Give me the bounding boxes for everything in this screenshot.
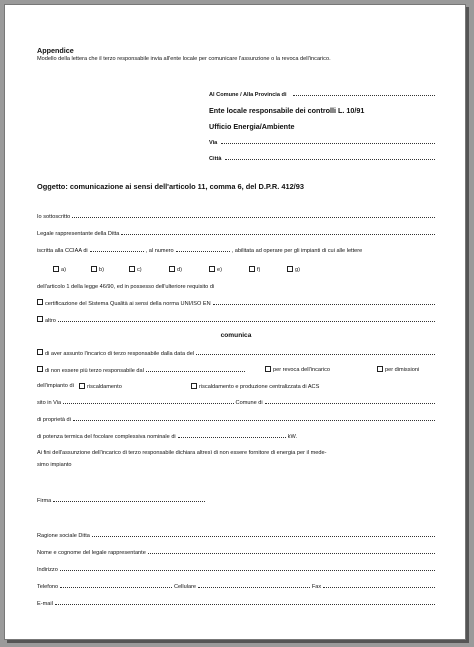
address-via[interactable]: [209, 139, 437, 147]
checkbox-g[interactable]: [287, 266, 293, 272]
field-nome[interactable]: [37, 549, 437, 557]
option-dimissioni[interactable]: [377, 366, 419, 374]
iscritta-label: iscritta alla CCIAA di: [37, 248, 88, 254]
altro-label: altro: [45, 318, 56, 324]
checkbox-letter-a[interactable]: [53, 266, 66, 274]
checkbox-f[interactable]: [249, 266, 255, 272]
letter-a-label: a): [61, 267, 66, 273]
telefono-label: Telefono: [37, 584, 59, 590]
comune-label: Comune di: [235, 400, 263, 406]
field-legale[interactable]: [37, 230, 437, 238]
doc-title: Appendice: [37, 46, 74, 55]
checkbox-letter-b[interactable]: [91, 266, 104, 274]
address-comune-label: Al Comune / Alla Provincia di: [209, 92, 287, 98]
letter-g-label: g): [295, 267, 300, 273]
checkbox-letter-c[interactable]: [129, 266, 142, 274]
field-sito[interactable]: [37, 399, 437, 407]
oggetto: Oggetto: comunicazione ai sensi dell'articolo 11, comma 6, del D.P.R. 412/93: [37, 182, 304, 191]
potenza-label: di potenza termica del focolare complessiva nominale di: [37, 434, 176, 440]
checkbox-certificazione[interactable]: [37, 299, 43, 305]
address-comune[interactable]: [209, 91, 437, 99]
assunto-label: di aver assunto l'incarico di terzo responsabile dalla data del: [45, 351, 195, 357]
checkbox-altro[interactable]: [37, 316, 43, 322]
doc-subtitle: Modello della lettera che il terzo responsabile invia all'ente locale per comunicare l'assunzione o la revoca dell'incarico.: [37, 56, 331, 62]
checkbox-non-essere[interactable]: [37, 366, 43, 372]
field-indirizzo[interactable]: [37, 566, 437, 574]
checkbox-assunto[interactable]: [37, 349, 43, 355]
fax-label: Fax: [311, 584, 322, 590]
dimissioni-label: per dimissioni: [385, 367, 420, 373]
firma-label: Firma: [37, 498, 52, 504]
checkbox-b[interactable]: [91, 266, 97, 272]
option-riscaldamento-acs[interactable]: [191, 383, 319, 391]
document-page: [4, 4, 466, 640]
checkbox-dimissioni[interactable]: [377, 366, 383, 372]
dichiara-line-1: Ai fini dell'assunzione dell'incarico di terzo responsabile dichiara altresì di non essere fornitore di energia per il mede-: [37, 450, 327, 456]
checkbox-d[interactable]: [169, 266, 175, 272]
field-non-essere[interactable]: [37, 366, 247, 375]
kw-label: kW.: [287, 434, 297, 440]
legale-label: Legale rappresentante della Ditta: [37, 231, 120, 237]
riscaldamento-acs-label: riscaldamento e produzione centralizzata di ACS: [199, 384, 320, 390]
email-label: E-mail: [37, 601, 53, 607]
nome-label: Nome e cognome del legale rappresentante: [37, 550, 146, 556]
field-proprieta[interactable]: [37, 416, 437, 424]
option-revoca[interactable]: [265, 366, 330, 374]
impianto-label: dell'impianto di: [37, 383, 74, 389]
ragione-label: Ragione sociale Ditta: [37, 533, 90, 539]
riscaldamento-label: riscaldamento: [87, 384, 122, 390]
address-via-label: Via: [209, 140, 218, 146]
sito-label: sito in Via: [37, 400, 62, 406]
letter-e-label: e): [217, 267, 222, 273]
field-iscritta[interactable]: [37, 247, 437, 255]
dichiara-line-2: simo impianto: [37, 462, 72, 468]
letter-b-label: b): [99, 267, 104, 273]
comunica-heading: comunica: [220, 332, 252, 339]
field-altro[interactable]: [37, 316, 437, 325]
address-ente: Ente locale responsabile dei controlli L. 10/91: [209, 106, 365, 115]
letter-d-label: d): [177, 267, 182, 273]
checkbox-letter-e[interactable]: [209, 266, 222, 274]
indirizzo-label: Indirizzo: [37, 567, 58, 573]
option-riscaldamento[interactable]: [79, 383, 122, 391]
field-sottoscritto[interactable]: [37, 213, 437, 221]
checkbox-a[interactable]: [53, 266, 59, 272]
cellulare-label: Cellulare: [173, 584, 197, 590]
checkbox-revoca[interactable]: [265, 366, 271, 372]
checkbox-e[interactable]: [209, 266, 215, 272]
al-numero-label: , al numero: [145, 248, 174, 254]
address-citta-label: Città: [209, 156, 222, 162]
non-essere-label: di non essere più terzo responsabile dal: [45, 368, 144, 374]
field-firma[interactable]: [37, 497, 207, 505]
abilitata-label: , abilitata ad operare per gli impianti di cui alle lettere: [231, 248, 363, 254]
field-assunto[interactable]: [37, 349, 437, 358]
field-certificazione[interactable]: [37, 299, 437, 308]
checkbox-riscaldamento[interactable]: [79, 383, 85, 389]
sottoscritto-label: Io sottoscritto: [37, 214, 71, 220]
checkbox-riscaldamento-acs[interactable]: [191, 383, 197, 389]
field-email[interactable]: [37, 600, 437, 608]
field-ragione[interactable]: [37, 532, 437, 540]
letter-c-label: c): [137, 267, 142, 273]
letter-f-label: f): [257, 267, 261, 273]
certificazione-label: certificazione del Sistema Qualità ai sensi della norma UNI/ISO EN: [45, 301, 211, 307]
address-ufficio: Ufficio Energia/Ambiente: [209, 122, 295, 131]
address-citta[interactable]: [209, 155, 437, 163]
checkbox-letter-g[interactable]: [287, 266, 300, 274]
revoca-label: per revoca dell'incarico: [273, 367, 331, 373]
articolo-text: dell'articolo 1 della legge 46/90, ed in possesso dell'ulteriore requisito di: [37, 284, 215, 290]
field-contatti[interactable]: [37, 583, 437, 591]
field-potenza[interactable]: [37, 433, 297, 441]
proprieta-label: di proprietà di: [37, 417, 71, 423]
checkbox-letter-f[interactable]: [249, 266, 260, 274]
checkbox-letter-d[interactable]: [169, 266, 182, 274]
checkbox-c[interactable]: [129, 266, 135, 272]
